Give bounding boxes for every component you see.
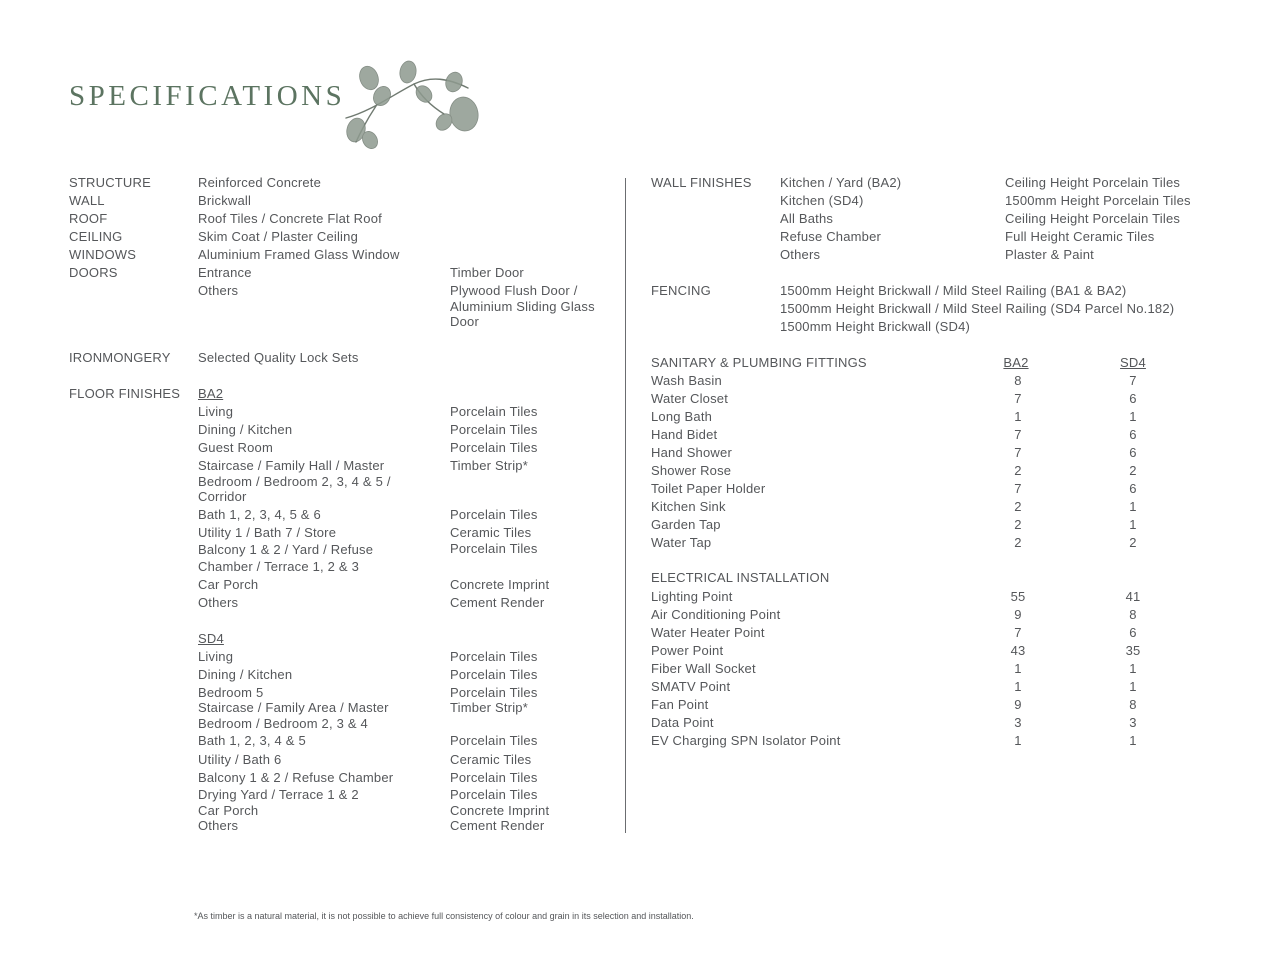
- column-divider: [625, 178, 626, 833]
- electrical-count-sd4: 8: [1129, 607, 1137, 622]
- electrical-count-ba2: 3: [1014, 715, 1022, 730]
- ba2-heading: BA2: [198, 386, 224, 401]
- page-title: SPECIFICATIONS: [69, 80, 346, 112]
- fitting-count-ba2: 2: [1014, 463, 1022, 478]
- electrical-item: Water Heater Point: [651, 625, 765, 640]
- floor-area: Others: [198, 595, 239, 610]
- fitting-count-sd4: 6: [1129, 445, 1137, 460]
- electrical-item: EV Charging SPN Isolator Point: [651, 733, 841, 748]
- spec-value-structure: Reinforced Concrete: [198, 175, 322, 190]
- electrical-count-sd4: 35: [1125, 643, 1141, 658]
- electrical-item: Lighting Point: [651, 589, 733, 604]
- floor-finish: Porcelain Tiles: [450, 685, 538, 700]
- fitting-count-sd4: 2: [1129, 535, 1137, 550]
- floor-finish: Porcelain Tiles: [450, 770, 538, 785]
- floor-area: Car Porch: [198, 577, 259, 592]
- fitting-count-sd4: 1: [1129, 517, 1137, 532]
- electrical-item: Fiber Wall Socket: [651, 661, 756, 676]
- floor-finish: Porcelain Tiles: [450, 667, 538, 682]
- wall-finish: Ceiling Height Porcelain Tiles: [1005, 175, 1181, 190]
- fitting-count-ba2: 2: [1014, 499, 1022, 514]
- wall-area: Kitchen (SD4): [780, 193, 864, 208]
- floor-area: Living: [198, 649, 234, 664]
- fitting-count-ba2: 7: [1014, 391, 1022, 406]
- spec-label-windows: WINDOWS: [69, 247, 137, 262]
- floor-finish: Porcelain Tiles: [450, 649, 538, 664]
- electrical-count-ba2: 1: [1014, 661, 1022, 676]
- sanitary-heading: SANITARY & PLUMBING FITTINGS: [651, 355, 867, 370]
- electrical-count-sd4: 6: [1129, 625, 1137, 640]
- fitting-count-sd4: 6: [1129, 391, 1137, 406]
- spec-value-ironmongery: Selected Quality Lock Sets: [198, 350, 359, 365]
- floor-finish: Porcelain Tiles: [450, 404, 538, 419]
- fitting-item: Hand Shower: [651, 445, 732, 460]
- spec-label-structure: STRUCTURE: [69, 175, 151, 190]
- electrical-item: Power Point: [651, 643, 724, 658]
- spec-value-windows: Aluminium Framed Glass Window: [198, 247, 400, 262]
- fitting-count-ba2: 2: [1014, 535, 1022, 550]
- fitting-count-sd4: 2: [1129, 463, 1137, 478]
- floor-area: Staircase / Family Hall / Master Bedroom / Bedroom 2, 3, 4 & 5 / Corridor: [198, 458, 391, 504]
- floor-area: Dining / Kitchen: [198, 422, 293, 437]
- door-finish: Plywood Flush Door / Aluminium Sliding Glass Door: [450, 283, 595, 329]
- spec-label-floor-finishes: FLOOR FINISHES: [69, 386, 181, 401]
- fitting-count-ba2: 7: [1014, 445, 1022, 460]
- floor-area: Car Porch: [198, 803, 259, 818]
- fitting-count-sd4: 7: [1129, 373, 1137, 388]
- fitting-count-ba2: 2: [1014, 517, 1022, 532]
- electrical-item: Data Point: [651, 715, 714, 730]
- spec-label-roof: ROOF: [69, 211, 108, 226]
- fitting-count-sd4: 1: [1129, 409, 1137, 424]
- floor-finish: Cement Render: [450, 818, 545, 833]
- spec-value-ceiling: Skim Coat / Plaster Ceiling: [198, 229, 359, 244]
- floor-finish: Porcelain Tiles: [450, 440, 538, 455]
- floor-area: Bath 1, 2, 3, 4, 5 & 6: [198, 507, 321, 522]
- floor-area: Balcony 1 & 2 / Refuse Chamber: [198, 770, 394, 785]
- electrical-count-ba2: 55: [1010, 589, 1026, 604]
- sd4-column-header: SD4: [1120, 355, 1146, 370]
- fitting-count-sd4: 1: [1129, 499, 1137, 514]
- wall-finish: Plaster & Paint: [1005, 247, 1094, 262]
- floor-finish: Porcelain Tiles: [450, 541, 538, 556]
- floor-finish: Cement Render: [450, 595, 545, 610]
- leaf-spray-icon: [336, 56, 486, 152]
- fencing-line: 1500mm Height Brickwall / Mild Steel Railing (SD4 Parcel No.182): [780, 301, 1175, 316]
- floor-finish: Ceramic Tiles: [450, 525, 532, 540]
- floor-finish: Porcelain Tiles: [450, 507, 538, 522]
- fitting-item: Long Bath: [651, 409, 713, 424]
- floor-area: Utility 1 / Bath 7 / Store: [198, 525, 337, 540]
- wall-area: All Baths: [780, 211, 834, 226]
- electrical-count-sd4: 1: [1129, 661, 1137, 676]
- floor-area: Living: [198, 404, 234, 419]
- ba2-column-header: BA2: [1003, 355, 1029, 370]
- fitting-count-ba2: 7: [1014, 427, 1022, 442]
- wall-finish: Full Height Ceramic Tiles: [1005, 229, 1155, 244]
- electrical-count-ba2: 7: [1014, 625, 1022, 640]
- fencing-line: 1500mm Height Brickwall / Mild Steel Railing (BA1 & BA2): [780, 283, 1127, 298]
- fitting-count-ba2: 8: [1014, 373, 1022, 388]
- spec-value-wall: Brickwall: [198, 193, 252, 208]
- electrical-count-ba2: 9: [1014, 697, 1022, 712]
- floor-area: Dining / Kitchen: [198, 667, 293, 682]
- footnote: *As timber is a natural material, it is not possible to achieve full consistency of colour and grain in its selection and installation.: [194, 911, 694, 921]
- spec-label-ceiling: CEILING: [69, 229, 123, 244]
- fitting-item: Wash Basin: [651, 373, 722, 388]
- floor-finish: Concrete Imprint: [450, 577, 550, 592]
- wall-area: Kitchen / Yard (BA2): [780, 175, 902, 190]
- floor-area: Utility / Bath 6: [198, 752, 282, 767]
- electrical-count-sd4: 1: [1129, 733, 1137, 748]
- floor-area: Bath 1, 2, 3, 4 & 5: [198, 733, 306, 748]
- spec-label-wall: WALL: [69, 193, 105, 208]
- wall-area: Others: [780, 247, 821, 262]
- floor-finish: Porcelain Tiles: [450, 733, 538, 748]
- fitting-item: Kitchen Sink: [651, 499, 726, 514]
- wall-area: Refuse Chamber: [780, 229, 882, 244]
- fitting-count-sd4: 6: [1129, 427, 1137, 442]
- floor-finish: Porcelain Tiles: [450, 422, 538, 437]
- electrical-count-sd4: 1: [1129, 679, 1137, 694]
- door-item: Entrance: [198, 265, 252, 280]
- electrical-count-sd4: 8: [1129, 697, 1137, 712]
- door-item: Others: [198, 283, 239, 298]
- floor-finish: Ceramic Tiles: [450, 752, 532, 767]
- electrical-count-sd4: 41: [1125, 589, 1141, 604]
- floor-area: Guest Room: [198, 440, 273, 455]
- spec-label-wall-finishes: WALL FINISHES: [651, 175, 752, 190]
- fitting-count-ba2: 7: [1014, 481, 1022, 496]
- electrical-count-ba2: 9: [1014, 607, 1022, 622]
- fitting-item: Shower Rose: [651, 463, 732, 478]
- electrical-item: Fan Point: [651, 697, 709, 712]
- fencing-line: 1500mm Height Brickwall (SD4): [780, 319, 971, 334]
- electrical-heading: ELECTRICAL INSTALLATION: [651, 570, 830, 585]
- floor-finish: Porcelain Tiles: [450, 787, 538, 802]
- sd4-heading: SD4: [198, 631, 224, 646]
- floor-finish: Concrete Imprint: [450, 803, 550, 818]
- electrical-item: SMATV Point: [651, 679, 731, 694]
- spec-label-fencing: FENCING: [651, 283, 711, 298]
- floor-finish: Timber Strip*: [450, 700, 528, 715]
- electrical-count-sd4: 3: [1129, 715, 1137, 730]
- fitting-item: Water Closet: [651, 391, 729, 406]
- spec-label-doors: DOORS: [69, 265, 118, 280]
- floor-area: Bedroom 5: [198, 685, 264, 700]
- floor-area: Others: [198, 818, 239, 833]
- door-finish: Timber Door: [450, 265, 524, 280]
- floor-area: Drying Yard / Terrace 1 & 2: [198, 787, 359, 802]
- fitting-count-ba2: 1: [1014, 409, 1022, 424]
- wall-finish: 1500mm Height Porcelain Tiles: [1005, 193, 1191, 208]
- fitting-item: Garden Tap: [651, 517, 721, 532]
- spec-value-roof: Roof Tiles / Concrete Flat Roof: [198, 211, 382, 226]
- floor-finish: Timber Strip*: [450, 458, 528, 473]
- fitting-item: Hand Bidet: [651, 427, 718, 442]
- electrical-item: Air Conditioning Point: [651, 607, 781, 622]
- spec-label-ironmongery: IRONMONGERY: [69, 350, 171, 365]
- electrical-count-ba2: 43: [1010, 643, 1026, 658]
- electrical-count-ba2: 1: [1014, 679, 1022, 694]
- floor-area: Staircase / Family Area / Master Bedroom / Bedroom 2, 3 & 4: [198, 700, 389, 731]
- wall-finish: Ceiling Height Porcelain Tiles: [1005, 211, 1181, 226]
- floor-area: Balcony 1 & 2 / Yard / Refuse Chamber / Terrace 1, 2 & 3: [198, 542, 374, 574]
- fitting-item: Water Tap: [651, 535, 712, 550]
- electrical-count-ba2: 1: [1014, 733, 1022, 748]
- fitting-count-sd4: 6: [1129, 481, 1137, 496]
- fitting-item: Toilet Paper Holder: [651, 481, 766, 496]
